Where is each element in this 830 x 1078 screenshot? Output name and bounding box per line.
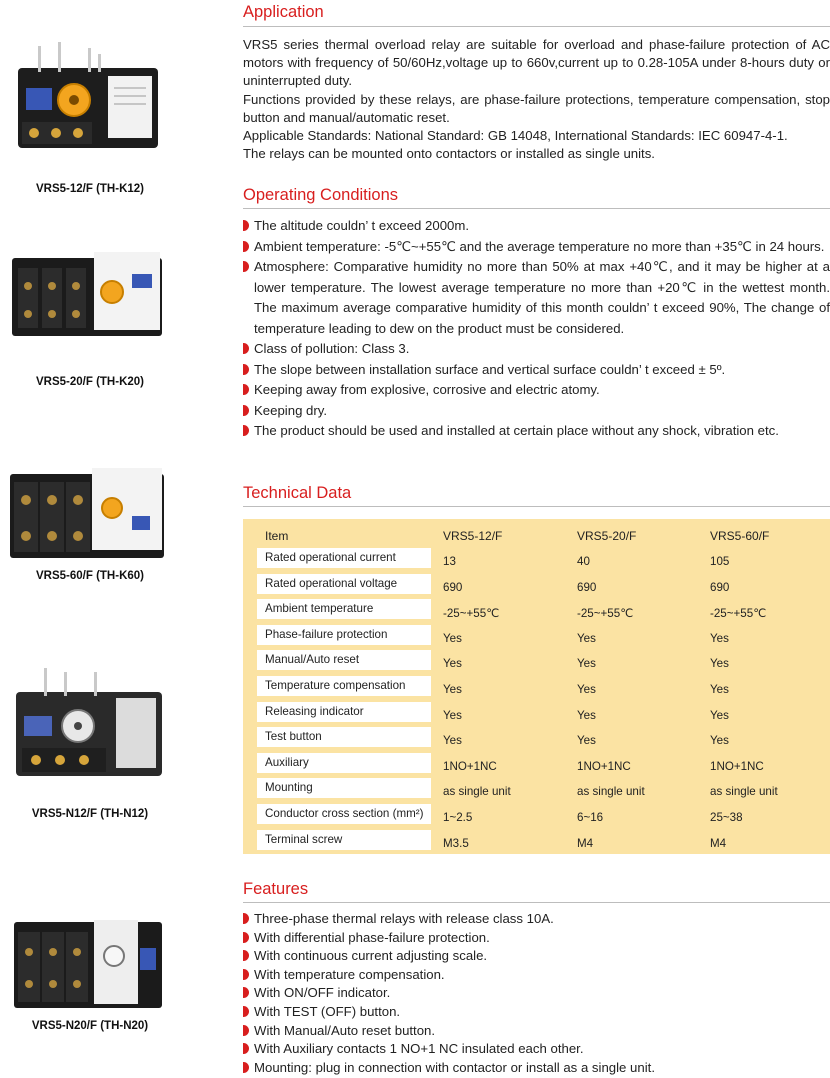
list-item: The slope between installation surface and vertical surface couldn’ t exceed ± 5º. xyxy=(243,360,830,381)
table-value-cell: as single unit xyxy=(443,785,511,799)
table-value-cell: Yes xyxy=(443,631,462,645)
list-item: With ON/OFF indicator. xyxy=(243,984,830,1003)
table-value-cell: Yes xyxy=(443,734,462,748)
list-item: With Manual/Auto reset button. xyxy=(243,1022,830,1041)
table-value-cell: as single unit xyxy=(577,785,645,799)
table-header-cell: VRS5-60/F xyxy=(710,529,770,543)
features-list xyxy=(243,910,830,1077)
relay-k20-image xyxy=(8,228,168,348)
relay-k60-image xyxy=(8,448,168,568)
table-row xyxy=(243,778,830,804)
application-heading: Application xyxy=(243,3,324,21)
table-value-cell: 6~16 xyxy=(577,811,604,824)
table-value-cell: 690 xyxy=(710,580,730,594)
table-header-cell: Item xyxy=(265,529,289,543)
table-item-cell: Test button xyxy=(257,727,431,747)
operating-list xyxy=(243,216,830,442)
product-caption: VRS5-60/F (TH-K60) xyxy=(36,570,144,582)
table-value-cell: M3.5 xyxy=(443,836,469,850)
table-value-cell: Yes xyxy=(577,734,596,748)
technical-heading: Technical Data xyxy=(243,484,352,502)
list-item: Mounting: plug in connection with contactor or install as a single unit. xyxy=(243,1059,830,1078)
operating-heading: Operating Conditions xyxy=(243,186,399,204)
table-value-cell: 25~38 xyxy=(710,811,743,824)
list-item: With continuous current adjusting scale. xyxy=(243,947,830,966)
table-item-cell: Mounting xyxy=(257,778,431,798)
list-item: Ambient temperature: -5℃~+55℃ and the average temperature no more than +35℃ in 24 hours. xyxy=(243,237,830,258)
list-item: With differential phase-failure protection. xyxy=(243,929,830,948)
table-item-cell: Rated operational current xyxy=(257,548,431,568)
table-value-cell: 1NO+1NC xyxy=(577,759,631,773)
table-row xyxy=(243,676,830,702)
table-header-cell: VRS5-20/F xyxy=(577,529,637,543)
table-value-cell: Yes xyxy=(710,657,729,671)
table-value-cell: 13 xyxy=(443,555,456,568)
application-divider xyxy=(243,26,830,27)
table-item-cell: Releasing indicator xyxy=(257,702,431,722)
list-item: Class of pollution: Class 3. xyxy=(243,339,830,360)
table-row xyxy=(243,574,830,600)
relay-k12-image xyxy=(8,38,168,158)
table-item-cell: Auxiliary xyxy=(257,753,431,773)
table-row xyxy=(243,599,830,625)
table-value-cell: M4 xyxy=(577,836,594,850)
table-item-cell: Phase-failure protection xyxy=(257,625,431,645)
table-item-cell: Rated operational voltage xyxy=(257,574,431,594)
list-item: The product should be used and installed at certain place without any shock, vibration etc. xyxy=(243,421,830,442)
table-value-cell: Yes xyxy=(577,683,596,696)
product-caption: VRS5-N20/F (TH-N20) xyxy=(31,1020,149,1032)
table-value-cell: as single unit xyxy=(710,785,778,799)
application-paragraph: Functions provided by these relays, are phase-failure protections, temperature compensation, stop button and manual/automatic reset. xyxy=(243,91,830,125)
table-row xyxy=(243,650,830,676)
table-value-cell: Yes xyxy=(710,708,729,722)
list-item: Atmosphere: Comparative humidity no more than 50% at max +40℃, and it may be higher at a lower temperature. The lowest average temperature no more than +20℃ in the wettest month. The maximum average comparative humidity of this month couldn’ t exceed 90%, The change of temperature leading to dew on the product must be considered. xyxy=(243,257,830,339)
list-item: Keeping away from explosive, corrosive and electric atomy. xyxy=(243,380,830,401)
table-value-cell: -25~+55℃ xyxy=(577,607,634,621)
table-value-cell: Yes xyxy=(710,631,729,645)
table-item-cell: Conductor cross section (mm²) xyxy=(257,804,431,824)
table-value-cell: 40 xyxy=(577,555,590,568)
table-header-cell: VRS5-12/F xyxy=(443,529,503,543)
list-item: With temperature compensation. xyxy=(243,966,830,985)
product-caption: VRS5-20/F (TH-K20) xyxy=(36,376,144,388)
table-item-cell: Manual/Auto reset xyxy=(257,650,431,670)
table-value-cell: M4 xyxy=(710,836,727,850)
table-row xyxy=(243,727,830,753)
product-column xyxy=(0,0,180,1078)
table-value-cell: -25~+55℃ xyxy=(443,607,500,621)
table-value-cell: 690 xyxy=(577,580,597,594)
list-item: The altitude couldn’ t exceed 2000m. xyxy=(243,216,830,237)
table-value-cell: Yes xyxy=(443,708,462,722)
table-item-cell: Temperature compensation xyxy=(257,676,431,696)
table-row xyxy=(243,548,830,574)
list-item: With TEST (OFF) button. xyxy=(243,1003,830,1022)
table-item-cell: Terminal screw xyxy=(257,830,431,850)
table-row xyxy=(243,830,830,856)
table-value-cell: 1NO+1NC xyxy=(443,759,497,773)
list-item: Keeping dry. xyxy=(243,401,830,422)
application-paragraph: The relays can be mounted onto contactors or installed as single units. xyxy=(243,146,655,162)
technical-data-table xyxy=(243,519,830,854)
relay-n12-image xyxy=(8,664,168,784)
product-caption: VRS5-12/F (TH-K12) xyxy=(36,183,144,195)
application-text xyxy=(243,36,830,163)
table-row xyxy=(243,625,830,651)
table-row xyxy=(243,702,830,728)
table-item-cell: Ambient temperature xyxy=(257,599,431,619)
table-value-cell: 105 xyxy=(710,555,730,568)
table-value-cell: 690 xyxy=(443,580,463,594)
list-item: Three-phase thermal relays with release class 10A. xyxy=(243,910,830,929)
table-value-cell: 1~2.5 xyxy=(443,811,473,824)
table-row xyxy=(243,804,830,830)
operating-divider xyxy=(243,208,830,209)
table-value-cell: Yes xyxy=(443,683,462,696)
table-value-cell: 1NO+1NC xyxy=(710,759,764,773)
table-value-cell: Yes xyxy=(710,683,729,696)
table-value-cell: Yes xyxy=(577,631,596,645)
application-paragraph: VRS5 series thermal overload relay are suitable for overload and phase-failure protection of AC motors with frequency of 50/60Hz,voltage up to 660v,current up to 0.28-105A under 8-hours duty or uninterrupted duty. xyxy=(243,37,830,89)
table-value-cell: Yes xyxy=(443,657,462,671)
application-paragraph: Applicable Standards: National Standard: GB 14048, International Standards: IEC 60947-4-1. xyxy=(243,128,788,144)
technical-divider xyxy=(243,506,830,507)
table-value-cell: -25~+55℃ xyxy=(710,607,767,621)
features-divider xyxy=(243,902,830,903)
relay-n20-image xyxy=(8,898,168,1018)
table-row xyxy=(243,753,830,779)
table-value-cell: Yes xyxy=(577,657,596,671)
list-item: With Auxiliary contacts 1 NO+1 NC insulated each other. xyxy=(243,1040,830,1059)
table-value-cell: Yes xyxy=(710,734,729,748)
features-heading: Features xyxy=(243,880,309,898)
product-caption: VRS5-N12/F (TH-N12) xyxy=(31,808,149,820)
table-value-cell: Yes xyxy=(577,708,596,722)
